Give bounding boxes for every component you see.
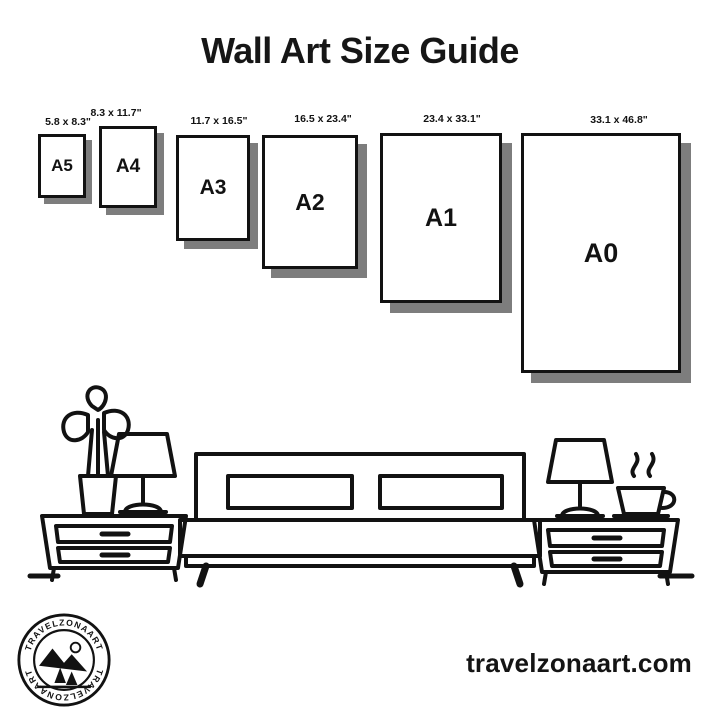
frame-label-a0: A0: [583, 237, 619, 268]
vase-icon: [80, 476, 116, 514]
left-nightstand[interactable]: [42, 516, 186, 580]
cup-body: [618, 488, 664, 514]
frame-caption-a5: 5.8 x 8.3": [45, 116, 91, 128]
leaf-top-icon: [87, 387, 106, 410]
right-nightstand-leg-left: [544, 572, 546, 584]
frame-label-a4: A4: [115, 156, 141, 177]
bed-leg-right: [514, 566, 520, 584]
steam-left-icon: [632, 454, 637, 476]
logo-ring-text-top: TRAVELZONAART: [22, 617, 106, 653]
bed-frame: [186, 556, 534, 566]
left-lamp-shade: [111, 434, 175, 476]
stem-right: [104, 432, 108, 476]
pillow-right: [380, 476, 502, 508]
left-lamp: [111, 434, 175, 512]
leaf-left-icon: [63, 413, 88, 441]
left-nightstand-leg-right: [174, 568, 176, 580]
steam-right-icon: [648, 454, 653, 476]
page-title: Wall Art Size Guide: [201, 30, 519, 71]
frame-label-a2: A2: [295, 188, 325, 215]
left-nightstand-leg-left: [52, 568, 54, 580]
frame-box-a4[interactable]: [99, 126, 157, 208]
bed-mattress: [180, 520, 540, 556]
logo-ring-text-bottom: TRAVELZONAART: [22, 667, 106, 703]
frame-box-a5[interactable]: [38, 134, 86, 198]
frame-caption-a3: 11.7 x 16.5": [190, 115, 248, 127]
right-nightstand-leg-right: [666, 572, 668, 584]
frame-label-a1: A1: [425, 203, 457, 232]
brand-logo[interactable]: [16, 612, 112, 708]
frame-box-a1[interactable]: [380, 133, 502, 303]
plant-vase: [63, 387, 129, 514]
frame-box-a3[interactable]: [176, 135, 250, 241]
website-url[interactable]: travelzonaart.com: [466, 648, 692, 678]
frame-caption-a4: 8.3 x 11.7": [90, 107, 142, 119]
frame-box-a2[interactable]: [262, 135, 358, 269]
pillow-left: [228, 476, 352, 508]
bed-leg-left: [200, 566, 206, 584]
right-lamp: [548, 440, 612, 516]
coffee-cup: [614, 454, 674, 516]
frame-label-a5: A5: [51, 156, 73, 175]
bed[interactable]: [180, 454, 540, 584]
frame-label-a3: A3: [199, 176, 227, 199]
logo-badge: [35, 631, 93, 689]
frame-caption-a2: 16.5 x 23.4": [294, 113, 352, 125]
frame-box-a0[interactable]: [521, 133, 681, 373]
bedroom-scene: [0, 380, 720, 610]
right-lamp-shade: [548, 440, 612, 482]
frame-caption-a1: 23.4 x 33.1": [423, 113, 481, 125]
bed-headboard: [196, 454, 524, 520]
right-nightstand[interactable]: [534, 520, 678, 584]
stem-left: [88, 430, 92, 476]
frame-caption-a0: 33.1 x 46.8": [590, 114, 648, 126]
